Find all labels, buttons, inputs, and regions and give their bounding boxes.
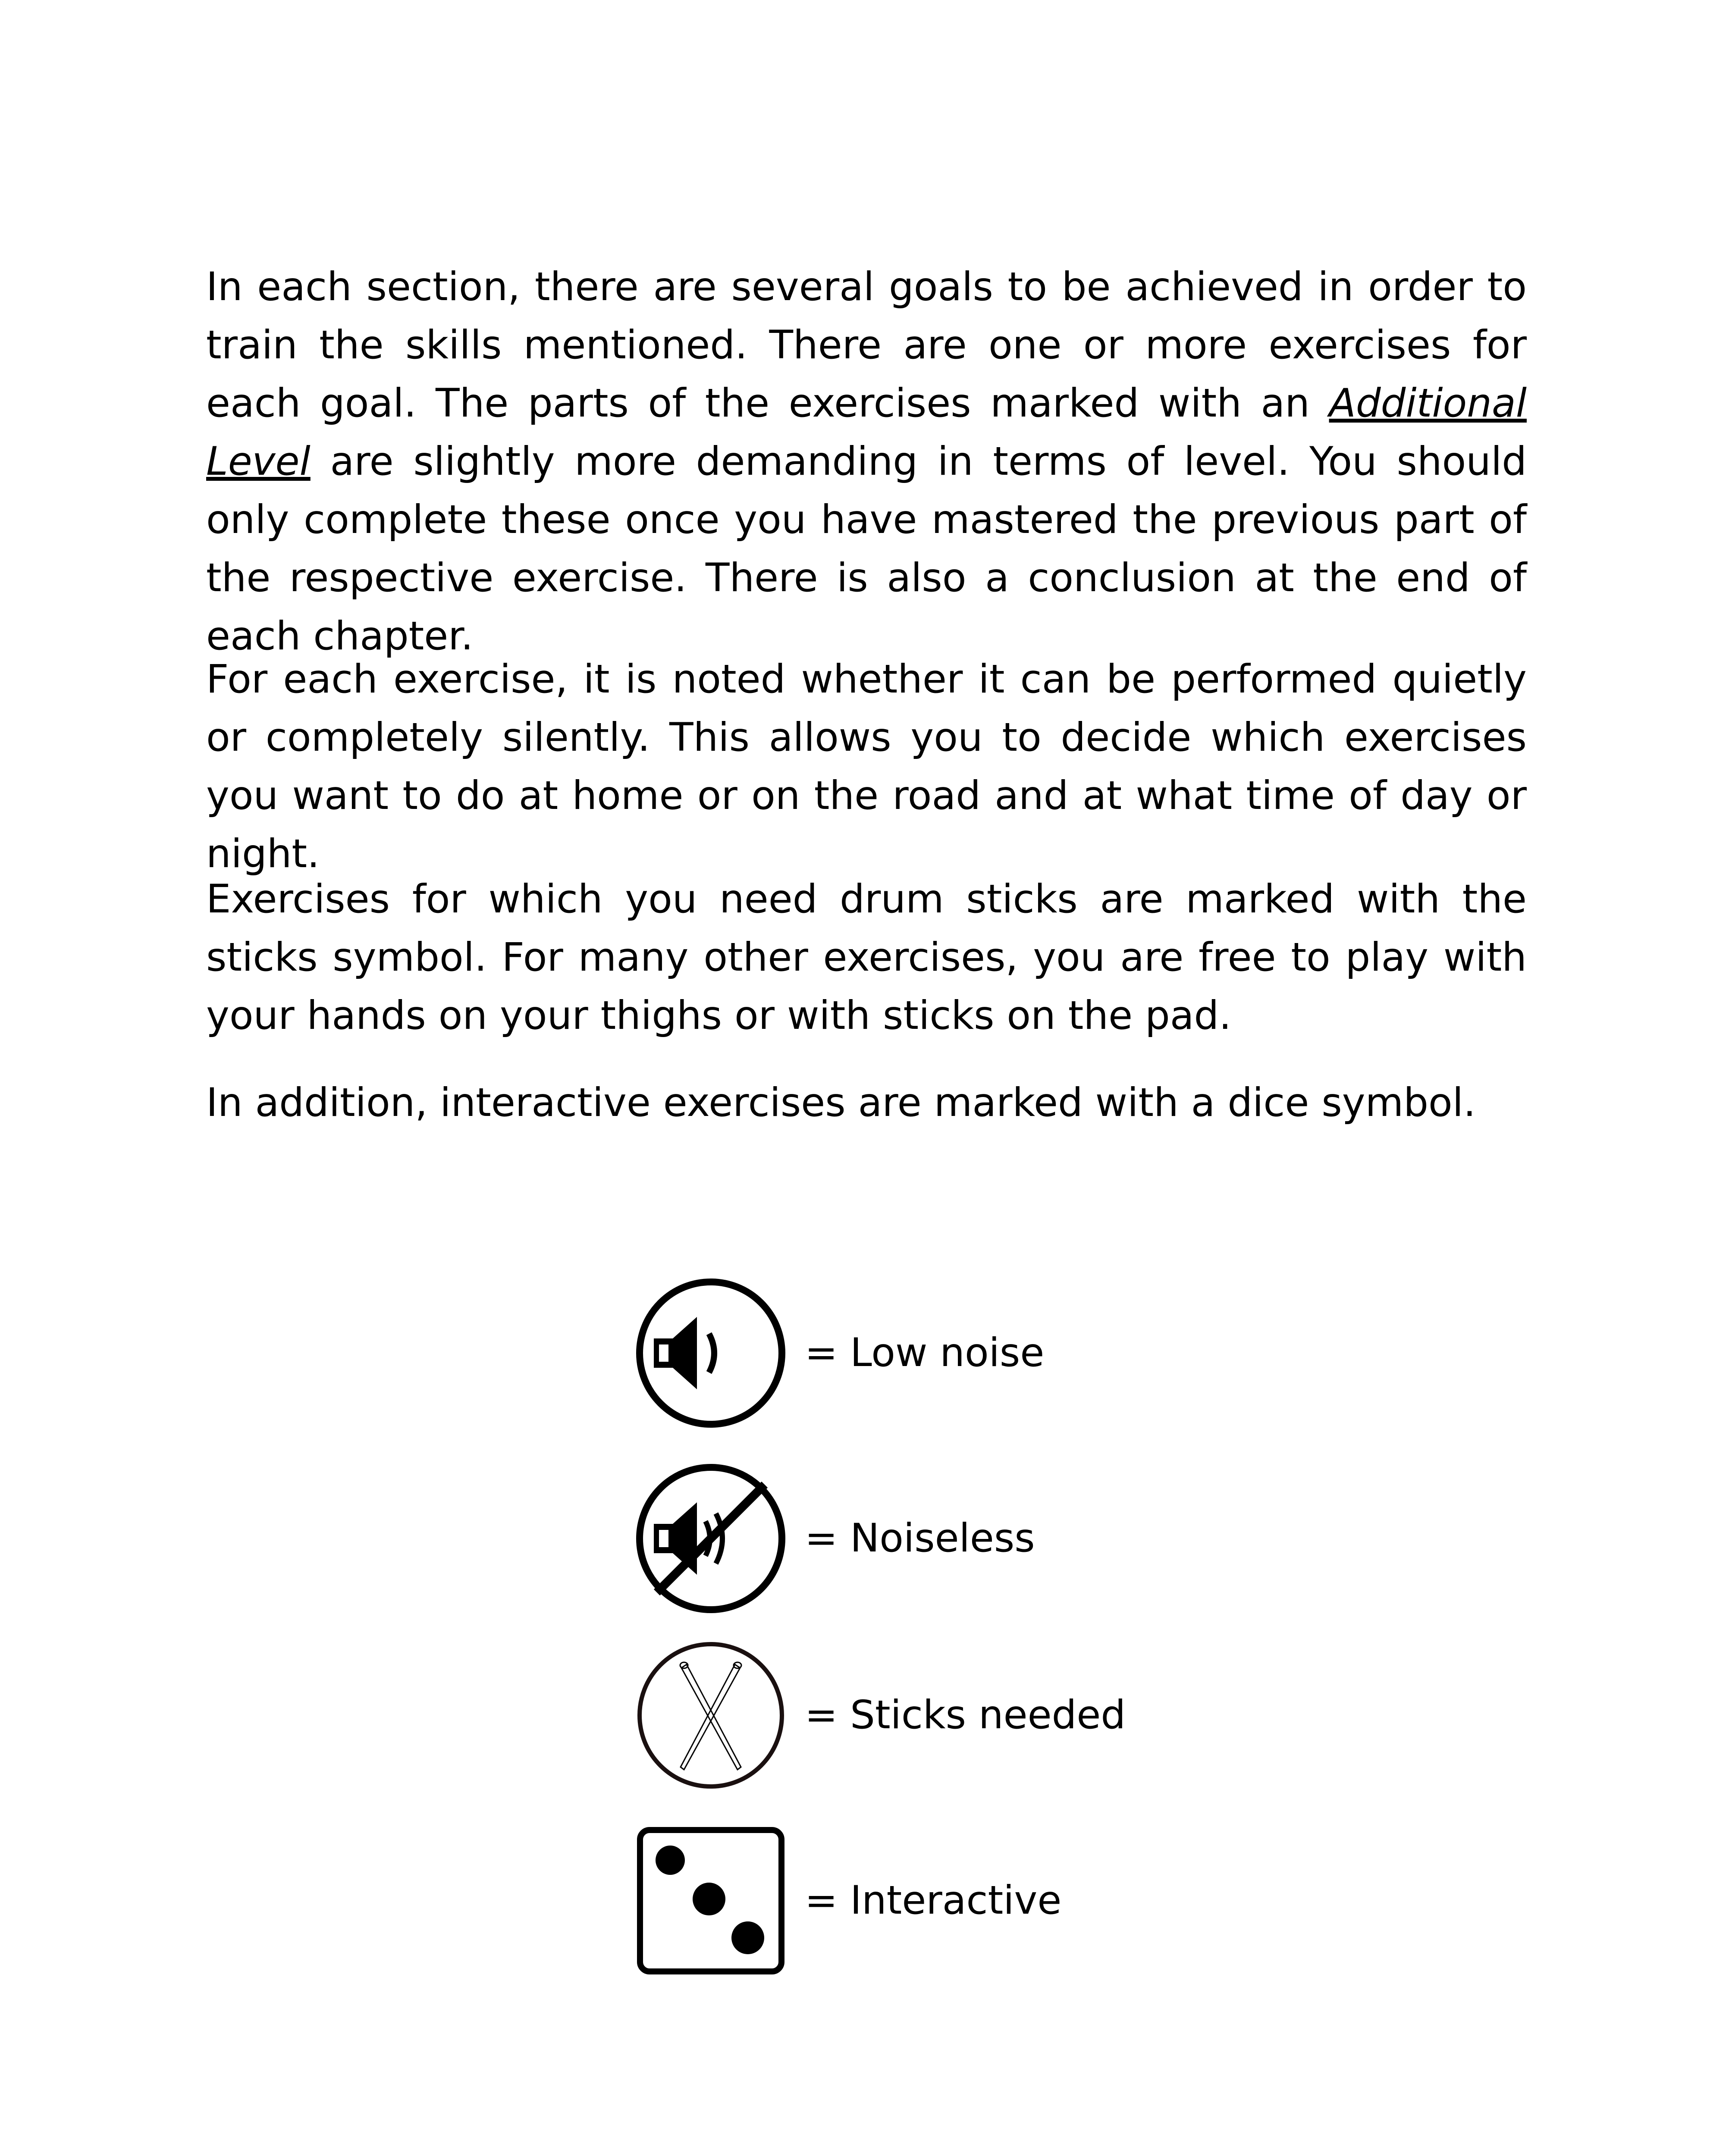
legend-label-sticks: = Sticks needed [805, 1692, 1126, 1738]
paragraph-goals-text-2: are slightly more demanding in terms of level. You should only complete these once you have mastered the previous part of the respective exercise. There is also a conclusion at the end of each chapter. [206, 439, 1527, 659]
noiseless-icon [633, 1461, 788, 1616]
legend-label-low-noise: = Low noise [805, 1330, 1045, 1376]
paragraph-goals [206, 258, 1527, 665]
legend-row-noiseless [633, 1461, 1035, 1616]
legend-label-interactive: = Interactive [805, 1878, 1062, 1923]
legend-row-sticks [633, 1638, 1126, 1793]
dice-icon [633, 1823, 788, 1978]
low-noise-icon [633, 1275, 788, 1431]
sticks-icon [633, 1638, 788, 1793]
legend-row-interactive [633, 1823, 1061, 1978]
paragraph-interactive: In addition, interactive exercises are marked with a dice symbol. [206, 1080, 1476, 1125]
legend-label-noiseless: = Noiseless [805, 1516, 1035, 1561]
additional-level-emphasis: Additional Level [206, 381, 1527, 484]
paragraph-noise: For each exercise, it is noted whether it can be performed quietly or completely silently. This allows you to decide which exercises you want to do at home or on the road and at what time of day or night. [206, 657, 1527, 877]
legend-row-low-noise [633, 1275, 1044, 1431]
paragraph-sticks: Exercises for which you need drum sticks are marked with the sticks symbol. For many other exercises, you are free to play with your hands on your thighs or with sticks on the pad. [206, 877, 1527, 1038]
paragraph-goals-text-1: In each section, there are several goals to be achieved in order to train the skills mentioned. There are one or more exercises for each goal. The parts of the exercises marked with an [206, 264, 1527, 426]
